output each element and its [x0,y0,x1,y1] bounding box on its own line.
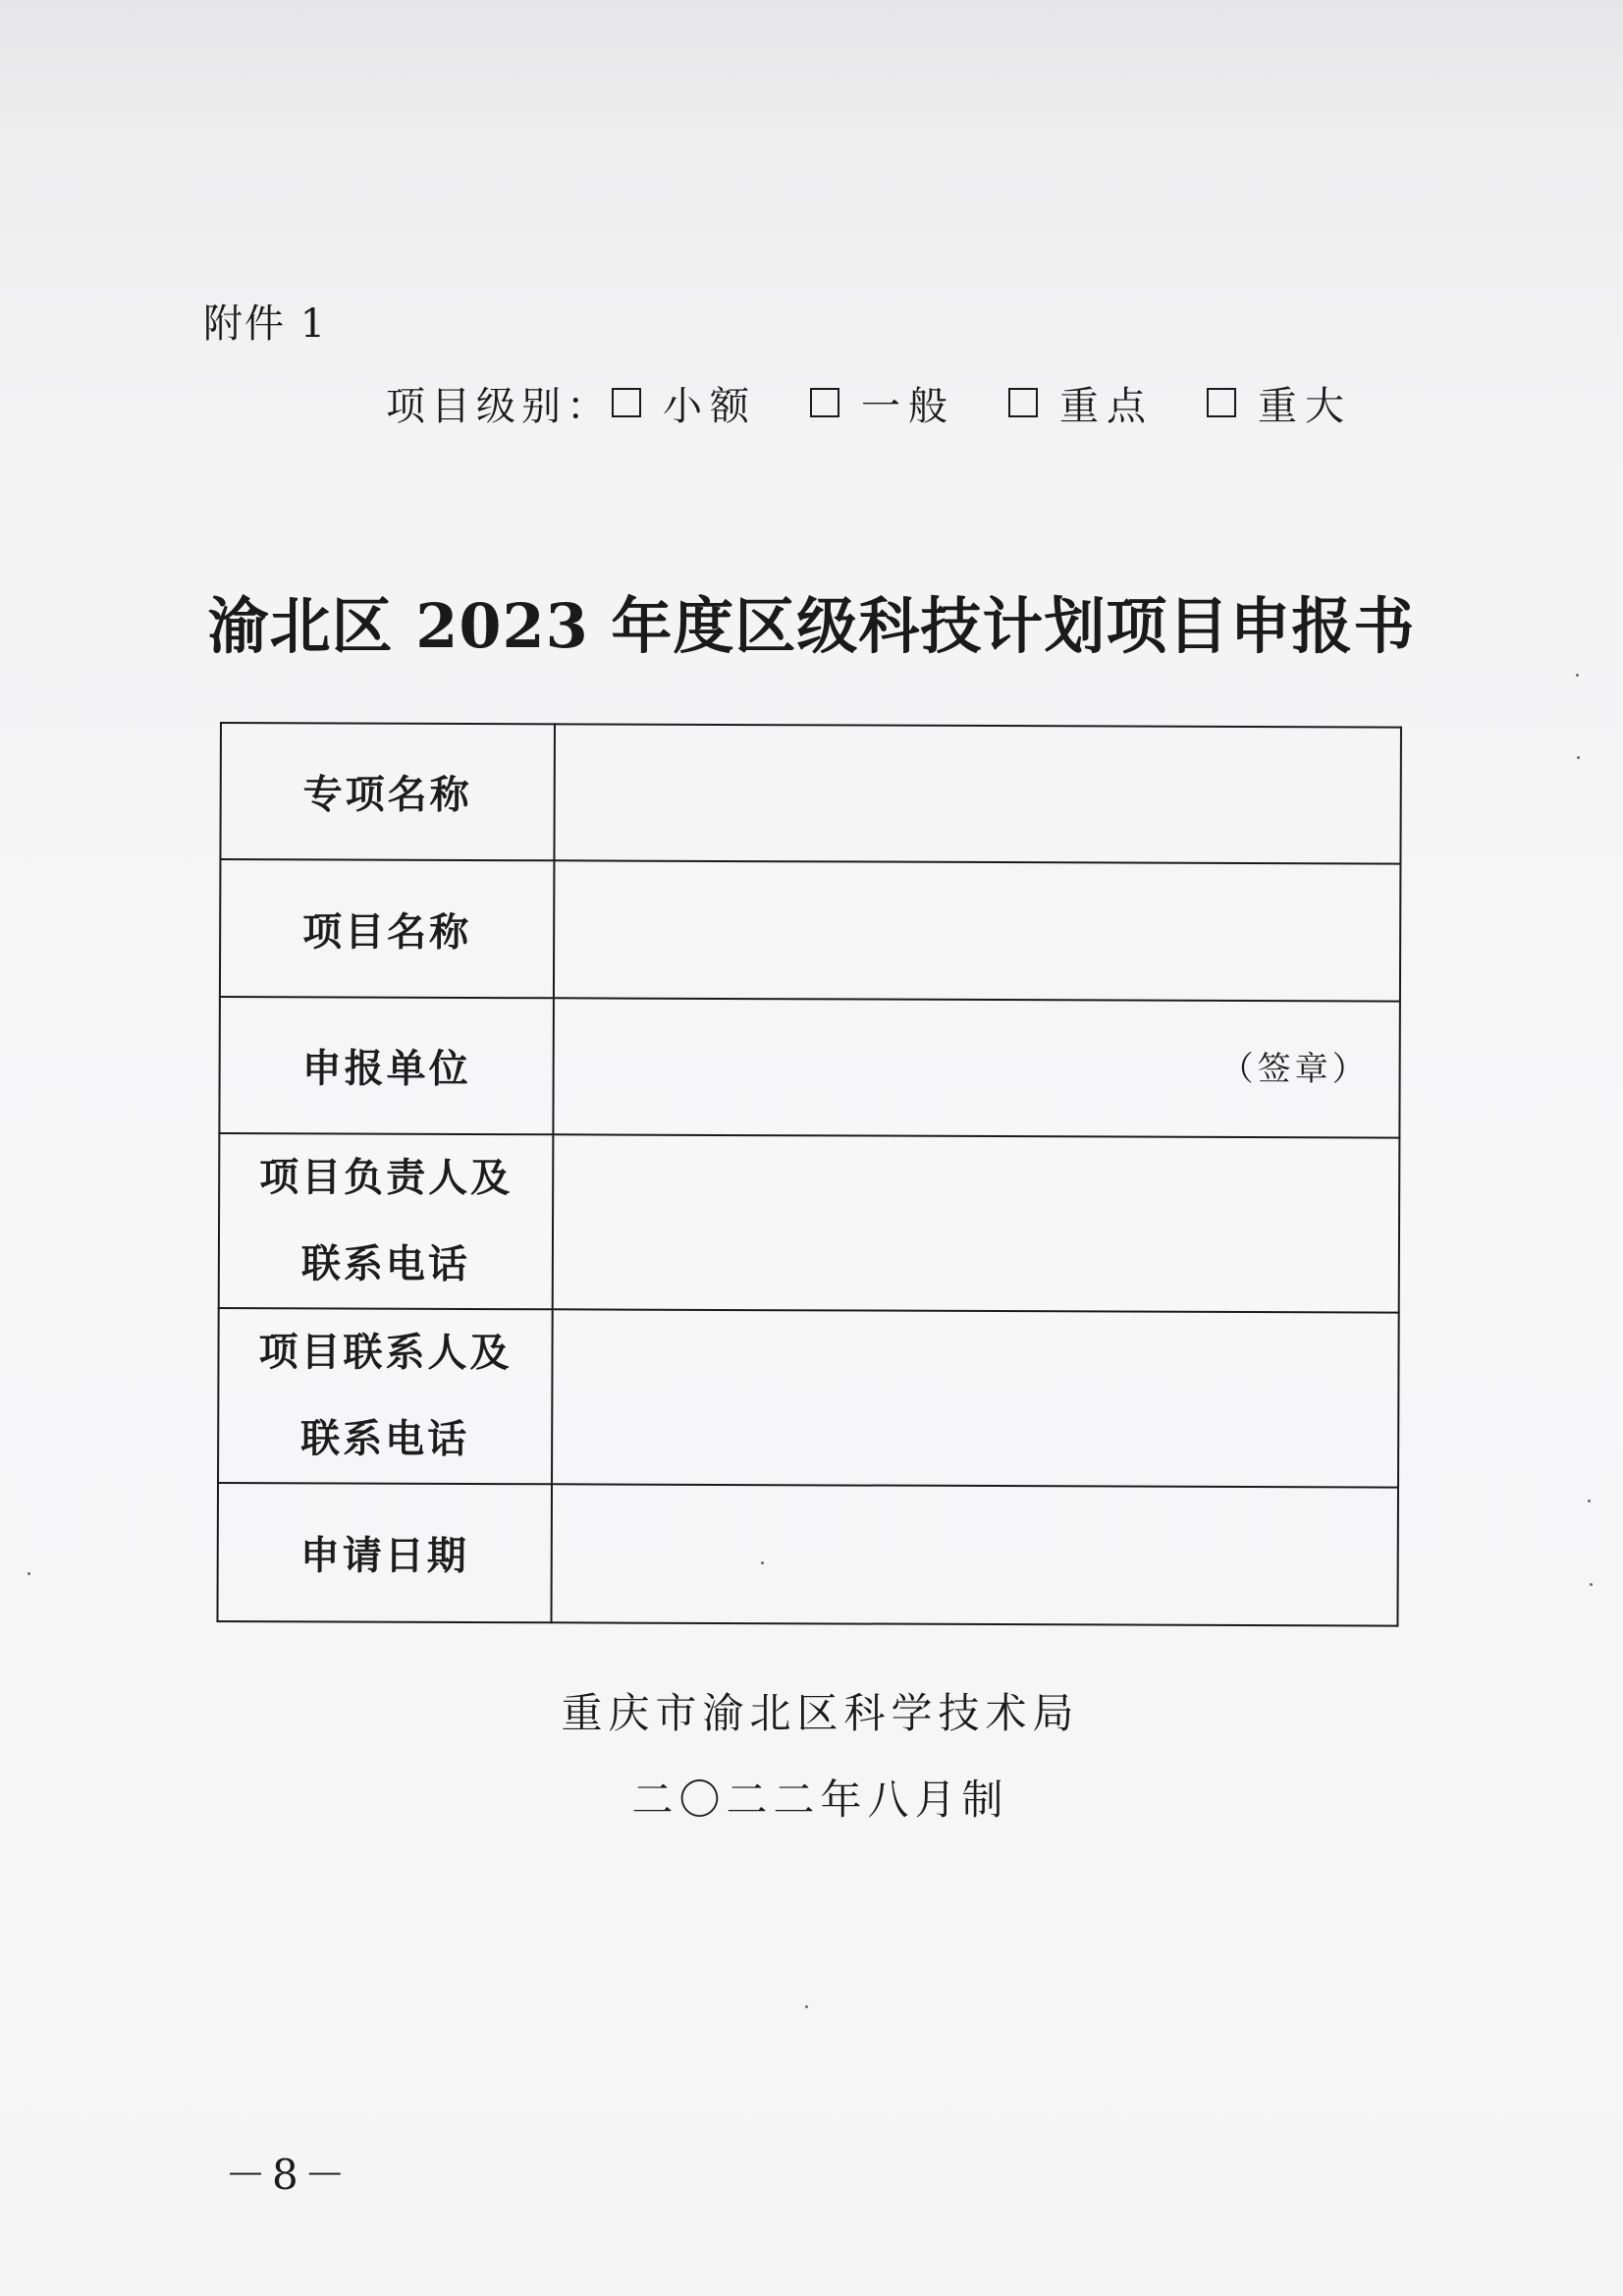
issuing-authority: 重庆市渝北区科学技术局 [561,1689,1080,1737]
form-label-project-contact: 项目联系人及 联系电话 [218,1308,553,1484]
issue-date: 二〇二二年八月制 [631,1776,1009,1824]
application-form-table [216,722,1402,1627]
form-field-application-date[interactable] [551,1484,1398,1625]
form-row-project-name [220,859,1401,1002]
form-field-special-program[interactable] [554,724,1401,863]
level-option-key[interactable] [1008,375,1154,431]
scan-speck [805,2005,808,2008]
checkbox-small[interactable] [612,388,641,417]
checkbox-major[interactable] [1207,388,1236,417]
level-option-small[interactable] [612,375,757,431]
form-field-project-name[interactable] [554,860,1401,1001]
form-row-application-date [217,1483,1398,1626]
project-level-label: 项目级别： [386,383,612,429]
level-option-general[interactable] [810,375,955,431]
seal-note: （签章） [1219,1048,1370,1089]
level-option-label: 一般 [861,383,955,429]
checkbox-key[interactable] [1008,388,1038,417]
level-option-label: 重大 [1258,383,1352,429]
form-label-project-name: 项目名称 [220,859,555,998]
form-field-project-contact[interactable] [552,1309,1399,1487]
form-label-project-leader: 项目负责人及 联系电话 [219,1133,554,1309]
attachment-label: 附件 1 [203,301,328,347]
scan-speck [1588,1500,1591,1503]
form-label-applicant-unit: 申报单位 [219,997,554,1134]
level-option-major[interactable] [1207,375,1352,431]
form-row-special-program [220,723,1401,864]
scan-speck [1590,1583,1593,1586]
scan-speck [27,1572,30,1575]
form-row-project-contact [218,1308,1399,1488]
form-row-applicant-unit [219,997,1400,1138]
scan-speck [1576,674,1579,677]
scan-speck [761,1561,764,1564]
document-title: 渝北区 2023 年度区级科技计划项目申报书 [207,590,1416,662]
scan-speck [1577,756,1580,759]
form-row-project-leader [219,1133,1400,1313]
form-field-project-leader[interactable] [553,1134,1400,1312]
level-option-label: 重点 [1059,383,1154,429]
form-field-applicant-unit[interactable] [553,998,1400,1137]
project-level-selector [386,373,1352,432]
form-label-application-date: 申请日期 [217,1483,552,1622]
form-label-special-program: 专项名称 [220,723,555,860]
page-number: －8－ [225,2151,352,2199]
level-option-label: 小额 [663,383,757,429]
checkbox-general[interactable] [810,388,839,417]
